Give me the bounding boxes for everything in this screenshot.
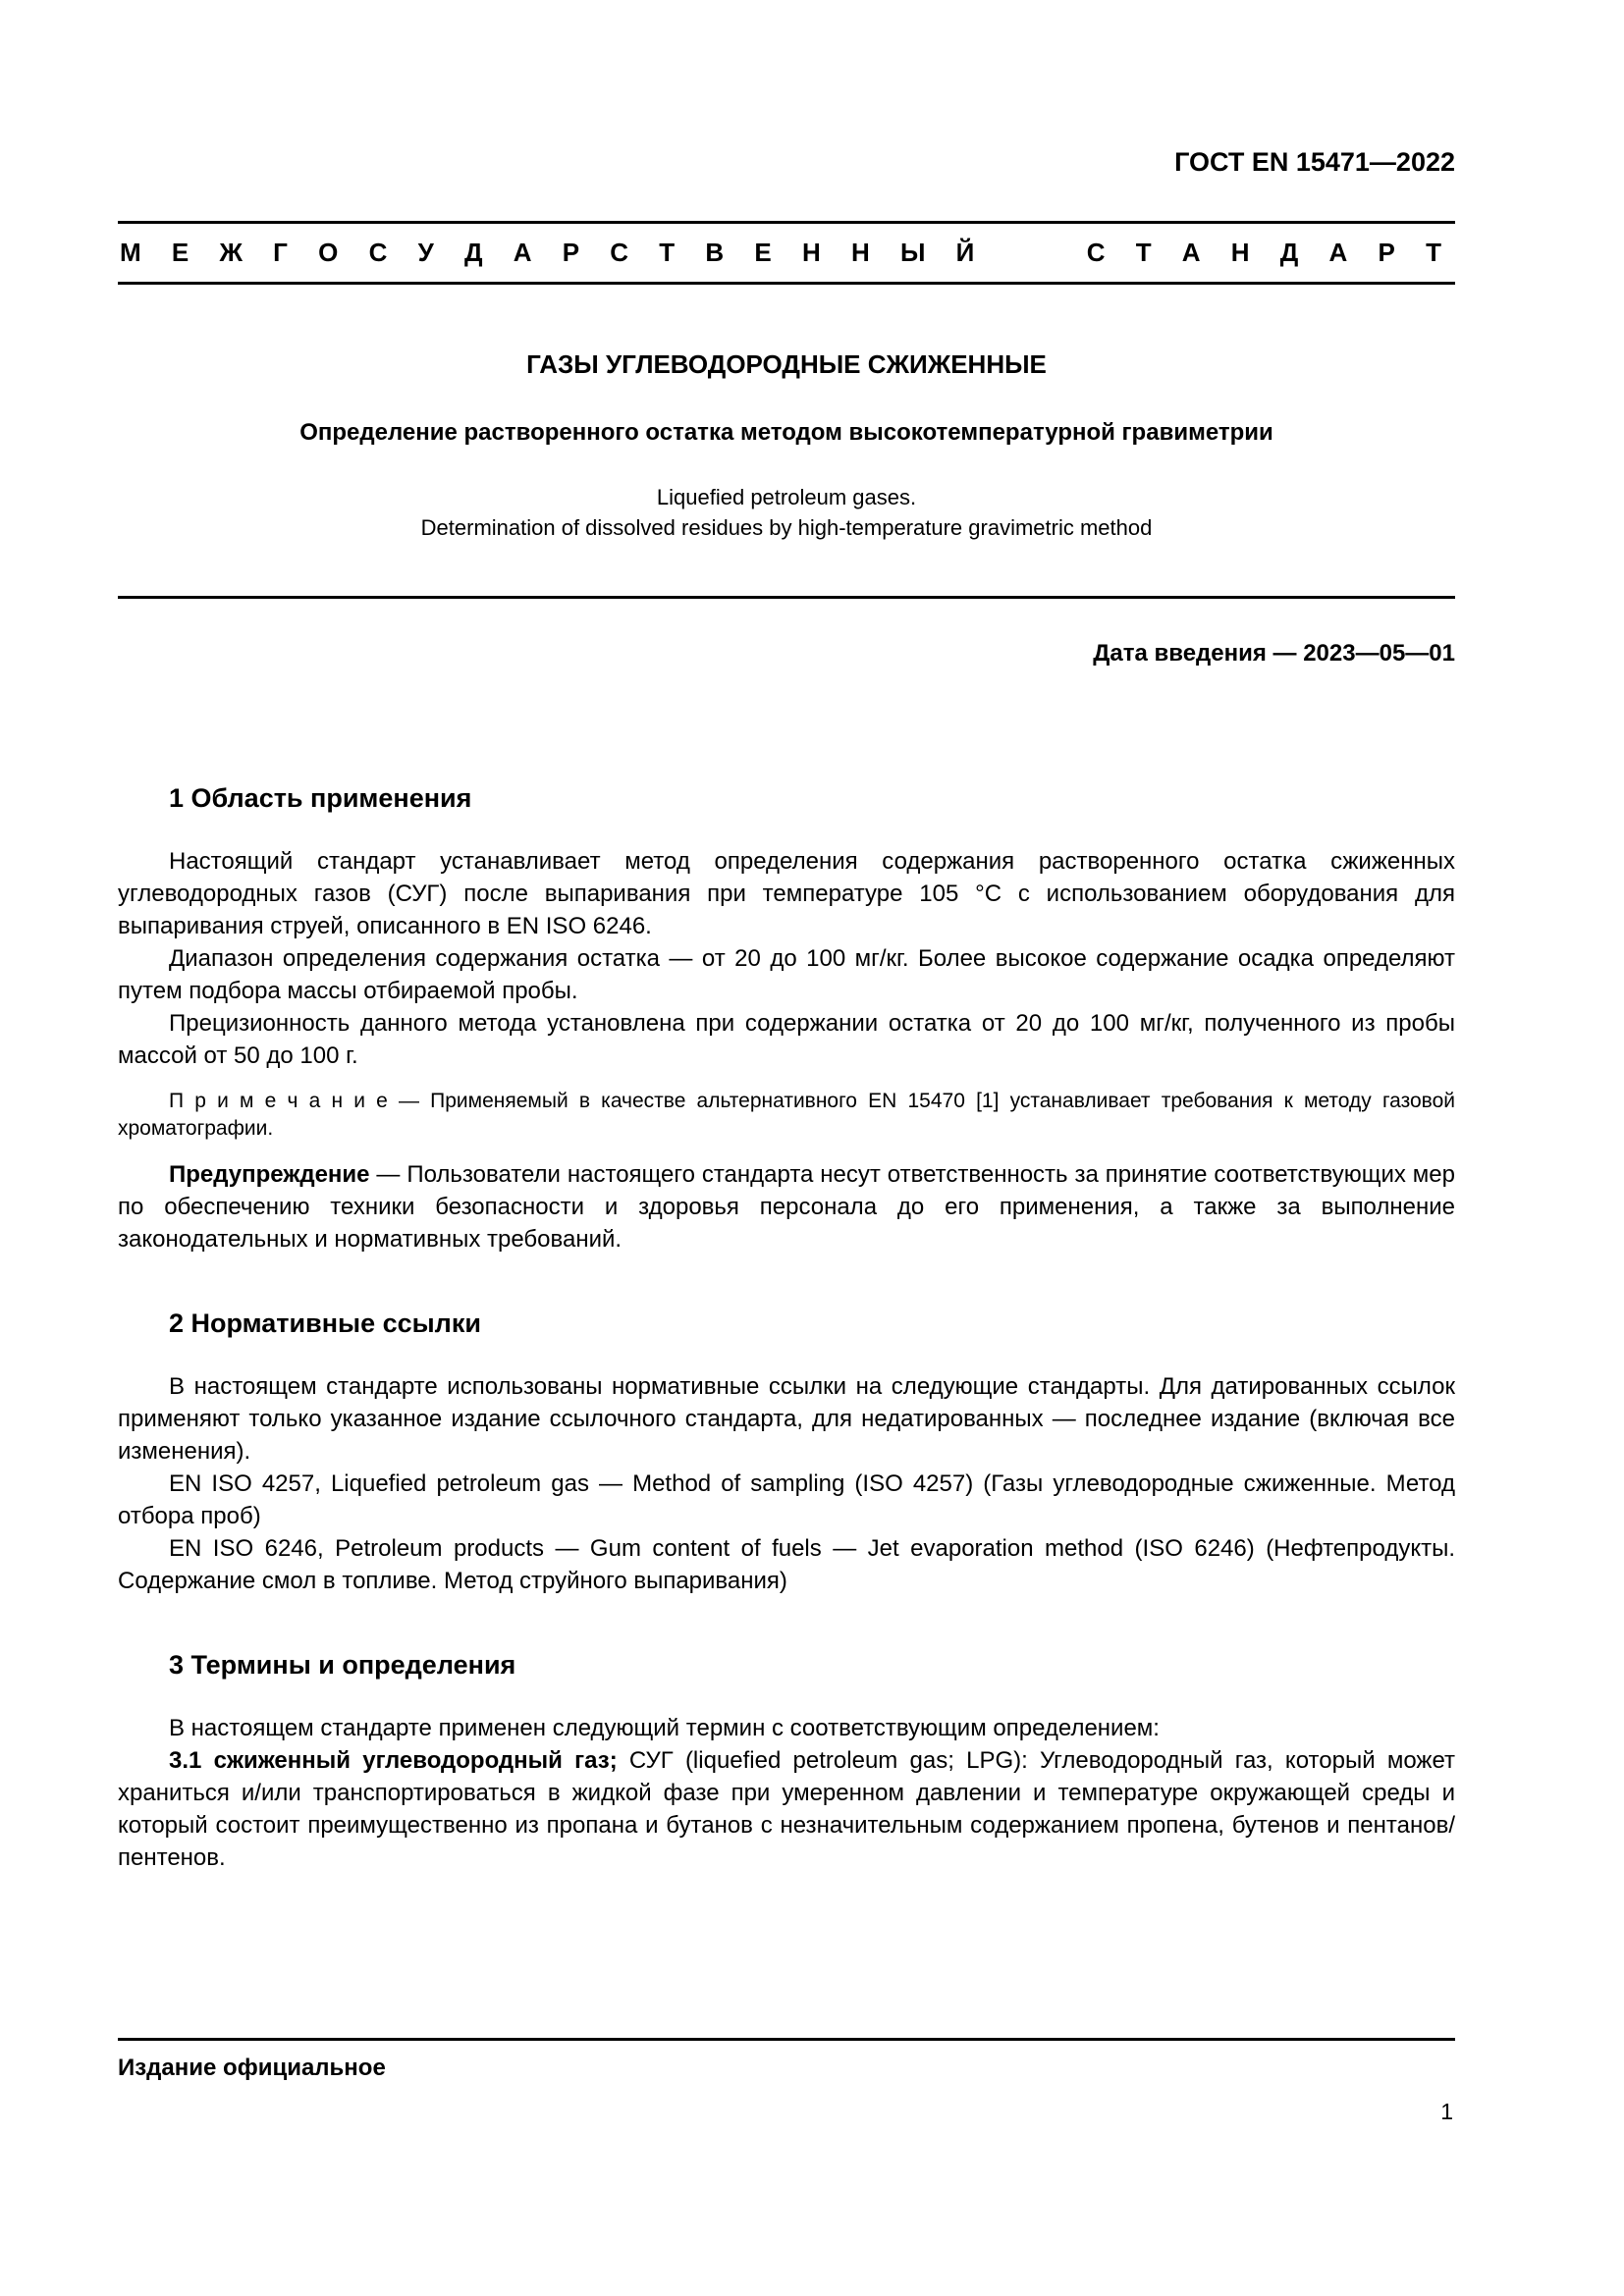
standard-type-banner (118, 221, 1455, 285)
note-paragraph (118, 1088, 1455, 1143)
title-english-line1: Liquefied petroleum gases. (656, 485, 917, 509)
title-russian-main: ГАЗЫ УГЛЕВОДОРОДНЫЕ СЖИЖЕННЫЕ (526, 349, 1047, 379)
edition-note: Издание официальное (118, 2055, 386, 2081)
warning-label: Предупреждение (169, 1161, 370, 1188)
section-1-heading: 1 Область применения (169, 783, 472, 813)
section-2-paragraph-1: В настоящем стандарте использованы нормативные ссылки на следующие стандарты. Для датированных ссылок применяют только указанное издание ссылочного стандарта, для недатированных — последнее издание (включая все изменения). (118, 1373, 1455, 1465)
section-3-paragraph-1: В настоящем стандарте применен следующий термин с соответствующим определением: (169, 1715, 1160, 1741)
title-english-line2: Determination of dissolved residues by high-temperature gravimetric method (420, 515, 1153, 540)
page-footer (118, 2038, 1455, 2124)
section-1-paragraph-3: Прецизионность данного метода установлена при содержании остатка от 20 до 100 мг/кг, полученного из пробы массой от 50 до 100 г. (118, 1010, 1455, 1069)
title-english (118, 482, 1455, 543)
banner-word-interstate: М Е Ж Г О С У Д А Р С Т В Е Н Н Ы Й (120, 238, 987, 267)
section-3-heading: 3 Термины и определения (169, 1650, 516, 1680)
warning-paragraph (118, 1158, 1455, 1255)
term-definition-text: СУГ (liquefied petroleum gas; LPG): Углеводородный газ, который может храниться и/или транспортироваться в жидкой фазе при умеренном давлении и температуре окружающей среды и который состоит преимущественно из пропана и бутанов с незначительным содержанием пропена, бутенов и пентанов/пентенов. (118, 1747, 1456, 1871)
term-name: 3.1 сжиженный углеводородный газ; (169, 1747, 618, 1774)
page-number: 1 (1440, 2099, 1453, 2124)
effective-date: Дата введения — 2023—05—01 (1093, 640, 1455, 667)
section-2-reference-iso-6246: EN ISO 6246, Petroleum products — Gum content of fuels — Jet evaporation method (ISO 6246) (Нефтепродукты. Содержание смол в топливе. Метод струйного выпаривания) (118, 1535, 1455, 1594)
document-code: ГОСТ EN 15471—2022 (1174, 147, 1455, 177)
warning-text: — Пользователи настоящего стандарта несут ответственность за принятие соответствующих мер по обеспечению техники безопасности и здоровья персонала до его применения, а также за выполнение законодательных и нормативных требований. (118, 1161, 1455, 1253)
section-1-paragraph-2: Диапазон определения содержания остатка — от 20 до 100 мг/кг. Более высокое содержание осадка определяют путем подбора массы отбираемой пробы. (118, 945, 1455, 1004)
title-block (118, 349, 1455, 543)
note-label: П р и м е ч а н и е (169, 1090, 388, 1112)
title-separator-rule (118, 596, 1455, 599)
section-2-heading: 2 Нормативные ссылки (169, 1308, 481, 1338)
note-text: — Применяемый в качестве альтернативного EN 15470 [1] устанавливает требования к методу газовой хроматографии. (118, 1090, 1455, 1140)
section-2-reference-iso-4257: EN ISO 4257, Liquefied petroleum gas — Method of sampling (ISO 4257) (Газы углеводородные сжиженные. Метод отбора проб) (118, 1470, 1455, 1529)
title-russian-subtitle: Определение растворенного остатка методом высокотемпературной гравиметрии (299, 419, 1273, 446)
section-1-paragraph-1: Настоящий стандарт устанавливает метод определения содержания растворенного остатка сжиженных углеводородных газов (СУГ) после выпаривания при температуре 105 °С с использованием оборудования для выпаривания струей, описанного в EN ISO 6246. (118, 848, 1455, 939)
term-definition-paragraph (118, 1744, 1455, 1874)
banner-word-standard: С Т А Н Д А Р Т (1086, 238, 1453, 267)
